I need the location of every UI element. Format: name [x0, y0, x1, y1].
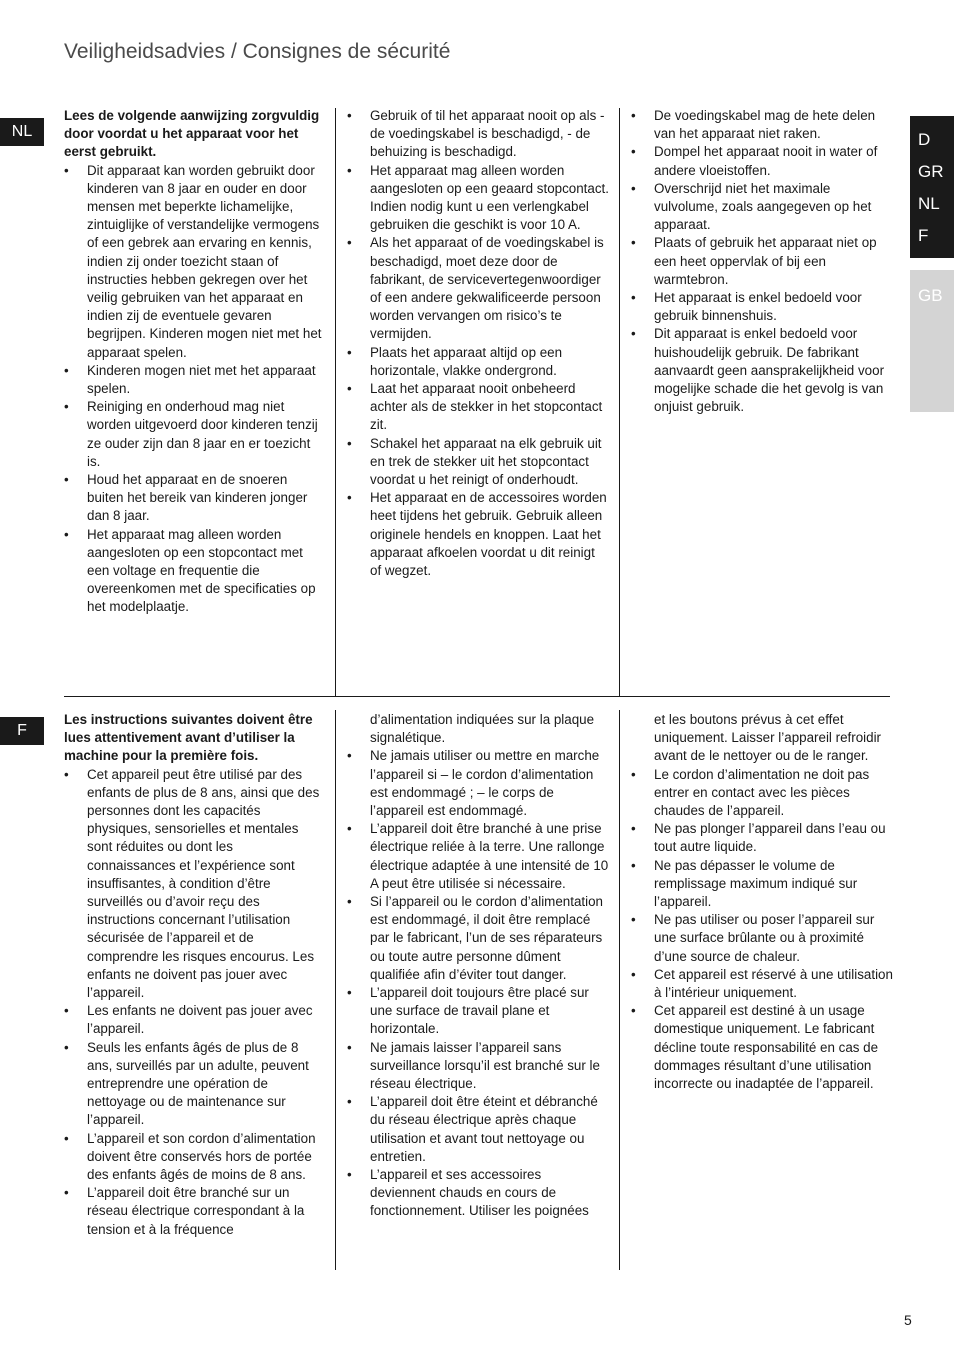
- list-item: • L’appareil et ses accessoires deviennent chauds en cours de fonctionnement. Utiliser les poignées: [347, 1166, 609, 1221]
- list-item: • Als het apparaat of de voedingskabel is beschadigd, moet deze door de fabrikant, de servicevertegenwoordiger of een andere gekwalificeerde persoon worden vervangen om risico’s te vermijden.: [347, 234, 609, 343]
- list-item: • Seuls les enfants âgés de plus de 8 ans, surveillés par un adulte, peuvent entreprendre une opération de nettoyage ou de maintenance sur l’appareil.: [64, 1039, 324, 1130]
- list-item: • Overschrijd niet het maximale vulvolume, zoals aangegeven op het apparaat.: [631, 180, 891, 235]
- fr-column-2: [347, 711, 609, 1221]
- nl-list-2: [347, 107, 609, 580]
- list-item: • L’appareil doit être éteint et débranché du réseau électrique après chaque utilisation et avant tout nettoyage ou entretien.: [347, 1093, 609, 1166]
- fr-col3-continuation: et les boutons prévus à cet effet uniquement. Laisser l’appareil refroidir avant de le nettoyer ou de le ranger.: [654, 712, 882, 764]
- list-item: • Het apparaat mag alleen worden aangesloten op een stopcontact met een voltage en frequentie die overeenkomen met de specificaties op het modelplaatje.: [64, 526, 324, 617]
- list-item: • Les enfants ne doivent pas jouer avec l’appareil.: [64, 1002, 324, 1038]
- column-divider: [619, 710, 620, 1270]
- list-item: • L’appareil doit toujours être placé sur une surface de travail plane et horizontale.: [347, 984, 609, 1039]
- list-item: • Ne pas dépasser le volume de remplissage maximum indiqué sur l’appareil.: [631, 857, 893, 912]
- fr-list-3: [631, 766, 893, 1094]
- nl-list-1: [64, 162, 324, 617]
- side-tab-f[interactable]: F: [918, 226, 929, 245]
- list-item: • Ne pas utiliser ou poser l’appareil sur une surface brûlante ou à proximité d’une source de chaleur.: [631, 911, 893, 966]
- list-item: • De voedingskabel mag de hete delen van het apparaat niet raken.: [631, 107, 891, 143]
- list-item: • Het apparaat is enkel bedoeld voor gebruik binnenshuis.: [631, 289, 891, 325]
- list-item: • Plaats het apparaat altijd op een horizontale, vlakke ondergrond.: [347, 344, 609, 380]
- fr-list-1: [64, 766, 324, 1239]
- column-divider: [619, 108, 620, 696]
- list-item: • Ne jamais laisser l’appareil sans surveillance lorsqu’il est branché sur le réseau électrique.: [347, 1039, 609, 1094]
- nl-column-3: [631, 107, 891, 416]
- column-divider: [335, 108, 336, 696]
- list-item: • Ne pas plonger l’appareil dans l’eau ou tout autre liquide.: [631, 820, 893, 856]
- nl-column-1: [64, 107, 324, 617]
- list-item: • Ne jamais utiliser ou mettre en marche l’appareil si – le cordon d’alimentation est endommagé ; – le corps de l’appareil est endommagé.: [347, 747, 609, 820]
- side-tab-nl[interactable]: NL: [918, 194, 940, 213]
- list-item: • Het apparaat mag alleen worden aangesloten op een geaard stopcontact. Indien nodig kunt u een verlengkabel gebruiken die geschikt is voor 10 A.: [347, 162, 609, 235]
- fr-column-1: [64, 711, 324, 1239]
- fr-list-2: [347, 747, 609, 1220]
- list-item: • Gebruik of til het apparaat nooit op als - de voedingskabel is beschadigd, - de behuizing is beschadigd.: [347, 107, 609, 162]
- list-item: • Cet appareil est réservé à une utilisation à l’intérieur uniquement.: [631, 966, 893, 1002]
- fr-column-3: [631, 711, 893, 1093]
- list-item: • Laat het apparaat nooit onbeheerd achter als de stekker in het stopcontact zit.: [347, 380, 609, 435]
- lang-tag-f: F: [0, 717, 44, 745]
- page-number: 5: [904, 1312, 912, 1328]
- nl-column-2: [347, 107, 609, 580]
- list-item: • L’appareil doit être branché sur un réseau électrique correspondant à la tension et à la fréquence: [64, 1184, 324, 1239]
- side-tab-gb[interactable]: GB: [918, 286, 943, 305]
- lang-tag-nl: NL: [0, 118, 44, 146]
- page-title: Veiligheidsadvies / Consignes de sécurité: [64, 40, 451, 63]
- list-item: • L’appareil doit être branché à une prise électrique reliée à la terre. Une rallonge électrique adaptée à une intensité de 10 A peut être utilisée si nécessaire.: [347, 820, 609, 893]
- column-divider: [335, 710, 336, 1270]
- list-item: • Dompel het apparaat nooit in water of andere vloeistoffen.: [631, 143, 891, 179]
- side-language-tabs: [910, 116, 954, 258]
- side-tab-d[interactable]: D: [918, 130, 931, 149]
- list-item: • Dit apparaat is enkel bedoeld voor huishoudelijk gebruik. De fabrikant aanvaardt geen aansprakelijkheid voor mogelijke schade die het gevolg is van onjuist gebruik.: [631, 325, 891, 416]
- list-item: • Houd het apparaat en de snoeren buiten het bereik van kinderen jonger dan 8 jaar.: [64, 471, 324, 526]
- list-item: • Le cordon d’alimentation ne doit pas entrer en contact avec les pièces chaudes de l’appareil.: [631, 766, 893, 821]
- list-item: • Schakel het apparaat na elk gebruik uit en trek de stekker uit het stopcontact voordat u het reinigt of onderhoudt.: [347, 435, 609, 490]
- list-item: • Cet appareil est destiné à un usage domestique uniquement. Le fabricant décline toute responsabilité en cas de dommages résultant d’une utilisation incorrecte ou inadaptée de l’appareil.: [631, 1002, 893, 1093]
- list-item: • Cet appareil peut être utilisé par des enfants de plus de 8 ans, ainsi que des personnes dont les capacités physiques, sensorielles et mentales sont réduites ou dont les connaissances et l’expérience sont insuffisantes, à condition d’être surveillés ou d’avoir reçu des instructions concernant l’utilisation sécurisée de l’appareil et de comprendre les risques encourus. Les enfants ne doivent pas jouer avec l’appareil.: [64, 766, 324, 1003]
- list-item: • L’appareil et son cordon d’alimentation doivent être conservés hors de portée des enfants âgés de moins de 8 ans.: [64, 1130, 324, 1185]
- side-tab-gr[interactable]: GR: [918, 162, 944, 181]
- list-item: • Reiniging en onderhoud mag niet worden uitgevoerd door kinderen tenzij ze ouder zijn dan 8 jaar en er toezicht is.: [64, 398, 324, 471]
- fr-lead-text: Les instructions suivantes doivent être lues attentivement avant d’utiliser la machine pour la première fois.: [64, 712, 313, 764]
- list-item: • Dit apparaat kan worden gebruikt door kinderen van 8 jaar en ouder en door mensen met beperkte lichamelijke, zintuiglijke of verstandelijke vermogens of een gebrek aan ervaring en kennis, indien zij onder toezicht staan of instructies hebben gekregen over het veilig gebruiken van het apparaat en indien zij de eventuele gevaren begrijpen. Kinderen mogen niet met het apparaat spelen.: [64, 162, 324, 362]
- side-tab-gb-block: [910, 270, 954, 412]
- nl-lead-text: Lees de volgende aanwijzing zorgvuldig door voordat u het apparaat voor het eerst gebruikt.: [64, 108, 320, 160]
- list-item: • Plaats of gebruik het apparaat niet op een heet oppervlak of bij een warmtebron.: [631, 234, 891, 289]
- list-item: • Si l’appareil ou le cordon d’alimentation est endommagé, il doit être remplacé par le fabricant, l’un de ses réparateurs ou toute autre personne dûment qualifiée afin d’éviter tout danger.: [347, 893, 609, 984]
- nl-list-3: [631, 107, 891, 416]
- section-divider: [64, 696, 890, 697]
- fr-col2-continuation: d’alimentation indiquées sur la plaque signalétique.: [370, 712, 595, 746]
- list-item: • Het apparaat en de accessoires worden heet tijdens het gebruik. Gebruik alleen originele hendels en knoppen. Laat het apparaat afkoelen voordat u dit reinigt of wegzet.: [347, 489, 609, 580]
- list-item: • Kinderen mogen niet met het apparaat spelen.: [64, 362, 324, 398]
